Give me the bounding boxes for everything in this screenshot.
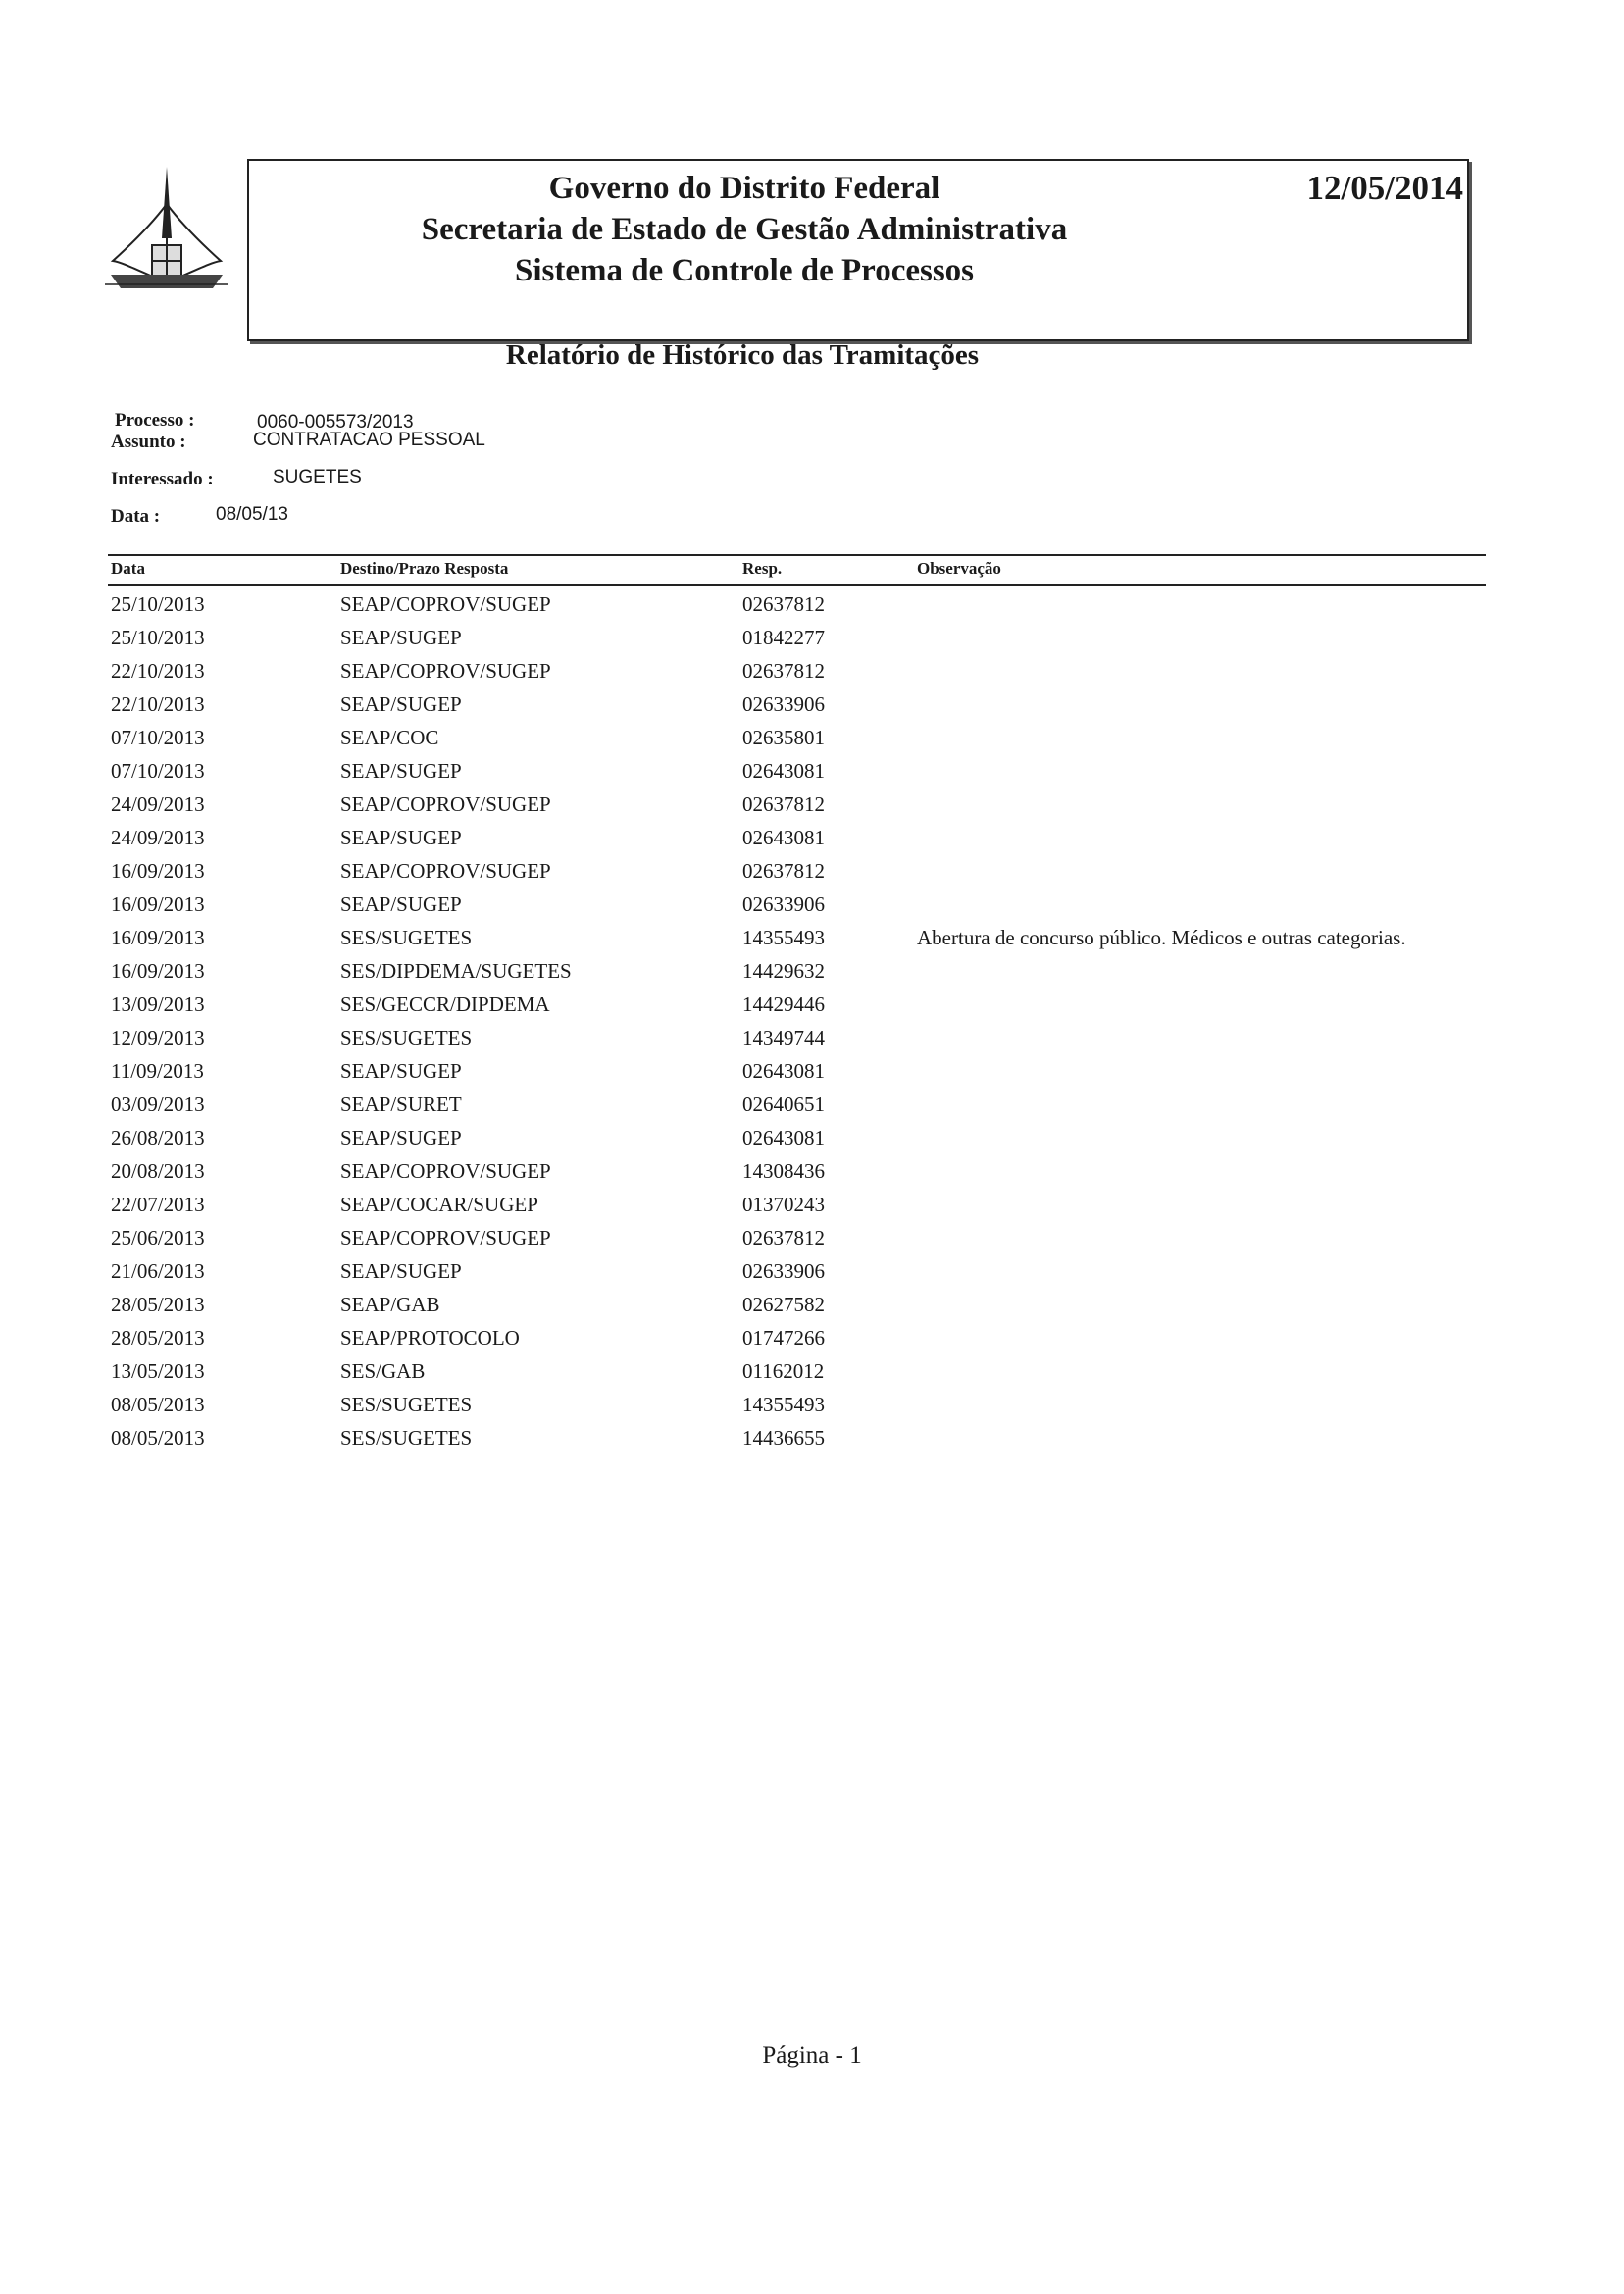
row-destination: SES/GECCR/DIPDEMA — [340, 993, 550, 1016]
table-row — [0, 892, 1624, 926]
table-row — [0, 726, 1624, 759]
row-destination: SES/DIPDEMA/SUGETES — [340, 959, 572, 983]
row-resp: 02637812 — [742, 659, 825, 683]
row-resp: 14308436 — [742, 1159, 825, 1183]
row-date: 25/10/2013 — [111, 626, 205, 649]
row-destination: SEAP/COPROV/SUGEP — [340, 659, 551, 683]
row-date: 24/09/2013 — [111, 826, 205, 849]
column-header-observacao: Observação — [917, 559, 1001, 578]
row-date: 16/09/2013 — [111, 926, 205, 949]
header-box — [247, 159, 1469, 341]
row-resp: 01370243 — [742, 1193, 825, 1216]
row-date: 16/09/2013 — [111, 959, 205, 983]
row-destination: SEAP/SUGEP — [340, 759, 462, 783]
table-header-rule — [108, 584, 1486, 586]
table-row — [0, 1193, 1624, 1226]
header-print-date: 12/05/2014 — [1306, 169, 1463, 207]
row-date: 28/05/2013 — [111, 1326, 205, 1350]
row-destination: SEAP/SUGEP — [340, 1126, 462, 1149]
table-row — [0, 926, 1624, 959]
row-date: 08/05/2013 — [111, 1426, 205, 1450]
row-resp: 02627582 — [742, 1293, 825, 1316]
row-date: 26/08/2013 — [111, 1126, 205, 1149]
interessado-value: SUGETES — [273, 467, 362, 487]
header-government: Governo do Distrito Federal — [548, 171, 940, 206]
row-resp: 02643081 — [742, 759, 825, 783]
row-destination: SEAP/SUGEP — [340, 1259, 462, 1283]
row-resp: 02637812 — [742, 859, 825, 883]
data-label: Data : — [111, 506, 161, 527]
row-date: 25/10/2013 — [111, 592, 205, 616]
row-resp: 02633906 — [742, 692, 825, 716]
table-row — [0, 626, 1624, 659]
interessado-label: Interessado : — [111, 469, 214, 489]
row-destination: SEAP/COPROV/SUGEP — [340, 1159, 551, 1183]
table-row — [0, 959, 1624, 993]
row-date: 13/09/2013 — [111, 993, 205, 1016]
table-row — [0, 993, 1624, 1026]
column-header-destino: Destino/Prazo Resposta — [340, 559, 509, 578]
table-row — [0, 792, 1624, 826]
row-resp: 02635801 — [742, 726, 825, 749]
table-row — [0, 659, 1624, 692]
gdf-emblem-logo — [103, 165, 230, 312]
table-top-rule — [108, 554, 1486, 556]
table-row — [0, 1326, 1624, 1359]
row-resp: 02643081 — [742, 1059, 825, 1083]
row-resp: 02640651 — [742, 1093, 825, 1116]
row-resp: 02637812 — [742, 1226, 825, 1249]
table-row — [0, 759, 1624, 792]
column-header-data: Data — [111, 559, 145, 578]
row-destination: SEAP/COPROV/SUGEP — [340, 859, 551, 883]
row-destination: SES/SUGETES — [340, 1426, 473, 1450]
row-destination: SEAP/COCAR/SUGEP — [340, 1193, 538, 1216]
row-date: 20/08/2013 — [111, 1159, 205, 1183]
report-title: Relatório de Histórico das Tramitações — [505, 339, 980, 371]
row-resp: 14436655 — [742, 1426, 825, 1450]
row-resp: 01842277 — [742, 626, 825, 649]
header-secretariat: Secretaria de Estado de Gestão Administrativa — [421, 212, 1068, 247]
row-date: 22/10/2013 — [111, 659, 205, 683]
row-destination: SEAP/SUGEP — [340, 626, 462, 649]
row-destination: SEAP/PROTOCOLO — [340, 1326, 520, 1350]
row-date: 16/09/2013 — [111, 859, 205, 883]
table-row — [0, 826, 1624, 859]
table-row — [0, 1293, 1624, 1326]
row-destination: SES/SUGETES — [340, 1026, 473, 1049]
row-date: 22/07/2013 — [111, 1193, 205, 1216]
row-destination: SEAP/SUGEP — [340, 826, 462, 849]
row-resp: 01747266 — [742, 1326, 825, 1350]
row-resp: 14355493 — [742, 1393, 825, 1416]
table-row — [0, 692, 1624, 726]
row-date: 07/10/2013 — [111, 726, 205, 749]
row-resp: 01162012 — [742, 1359, 825, 1383]
row-resp: 14429632 — [742, 959, 825, 983]
row-resp: 02633906 — [742, 892, 825, 916]
row-destination: SES/SUGETES — [340, 1393, 473, 1416]
table-row — [0, 1026, 1624, 1059]
header-system: Sistema de Controle de Processos — [514, 253, 975, 288]
table-row — [0, 1226, 1624, 1259]
row-date: 07/10/2013 — [111, 759, 205, 783]
row-resp: 14349744 — [742, 1026, 825, 1049]
row-resp: 02643081 — [742, 826, 825, 849]
row-resp: 02633906 — [742, 1259, 825, 1283]
row-resp: 14355493 — [742, 926, 825, 949]
row-date: 11/09/2013 — [111, 1059, 204, 1083]
row-destination: SEAP/SUGEP — [340, 692, 462, 716]
table-row — [0, 1393, 1624, 1426]
row-date: 21/06/2013 — [111, 1259, 205, 1283]
data-value: 08/05/13 — [216, 504, 288, 525]
row-destination: SEAP/SUGEP — [340, 892, 462, 916]
row-resp: 02637812 — [742, 792, 825, 816]
processo-label: Processo : — [115, 410, 195, 431]
column-header-resp: Resp. — [742, 559, 783, 578]
assunto-label: Assunto : — [111, 432, 186, 452]
row-destination: SEAP/COPROV/SUGEP — [340, 1226, 551, 1249]
row-date: 12/09/2013 — [111, 1026, 205, 1049]
table-row — [0, 1359, 1624, 1393]
assunto-value: CONTRATACAO PESSOAL — [253, 430, 485, 450]
table-row — [0, 1093, 1624, 1126]
row-date: 24/09/2013 — [111, 792, 205, 816]
row-destination: SEAP/GAB — [340, 1293, 440, 1316]
page-number: 1 — [849, 2042, 862, 2068]
row-destination: SES/GAB — [340, 1359, 426, 1383]
row-destination: SEAP/COPROV/SUGEP — [340, 792, 551, 816]
table-row — [0, 592, 1624, 626]
row-resp: 02643081 — [742, 1126, 825, 1149]
row-destination: SEAP/COPROV/SUGEP — [340, 592, 551, 616]
row-date: 16/09/2013 — [111, 892, 205, 916]
page-label: Página - — [762, 2042, 843, 2068]
row-date: 28/05/2013 — [111, 1293, 205, 1316]
row-date: 22/10/2013 — [111, 692, 205, 716]
row-resp: 02637812 — [742, 592, 825, 616]
table-row — [0, 1159, 1624, 1193]
table-row — [0, 859, 1624, 892]
table-row — [0, 1426, 1624, 1459]
row-destination: SES/SUGETES — [340, 926, 473, 949]
row-resp: 14429446 — [742, 993, 825, 1016]
row-date: 08/05/2013 — [111, 1393, 205, 1416]
table-row — [0, 1259, 1624, 1293]
row-date: 13/05/2013 — [111, 1359, 205, 1383]
row-date: 03/09/2013 — [111, 1093, 205, 1116]
table-row — [0, 1059, 1624, 1093]
row-destination: SEAP/COC — [340, 726, 439, 749]
processo-value: 0060-005573/2013 — [257, 412, 414, 433]
row-destination: SEAP/SURET — [340, 1093, 462, 1116]
page-number-footer — [0, 2042, 1624, 2069]
row-observation: Abertura de concurso público. Médicos e outras categorias. — [917, 926, 1406, 949]
row-destination: SEAP/SUGEP — [340, 1059, 462, 1083]
row-date: 25/06/2013 — [111, 1226, 205, 1249]
table-row — [0, 1126, 1624, 1159]
